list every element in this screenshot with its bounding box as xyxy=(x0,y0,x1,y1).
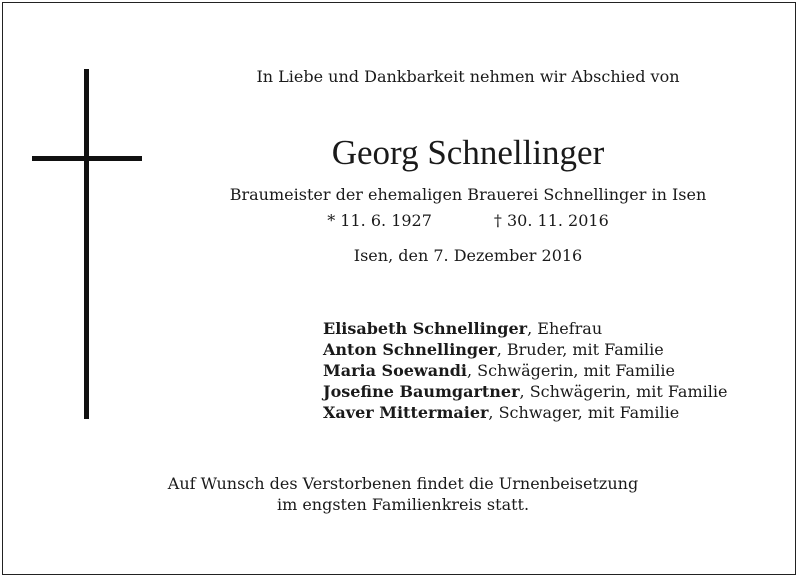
closing-line: im engsten Familienkreis statt. xyxy=(276,495,530,514)
life-dates xyxy=(163,211,773,230)
mourners-list xyxy=(323,318,727,423)
list-item xyxy=(323,360,727,381)
death-date: † 30. 11. 2016 xyxy=(493,211,609,230)
obituary-notice xyxy=(2,2,796,575)
mourner-name: Josefine Baumgartner xyxy=(323,382,520,401)
intro-line: In Liebe und Dankbarkeit nehmen wir Abschied von xyxy=(256,67,680,86)
list-item xyxy=(323,381,727,402)
mourner-relation: , Schwägerin, mit Familie xyxy=(519,382,728,401)
list-item xyxy=(323,318,727,339)
birth-date: * 11. 6. 1927 xyxy=(327,211,432,230)
cross-vertical-bar xyxy=(84,69,89,419)
mourner-relation: , Schwager, mit Familie xyxy=(488,403,680,422)
closing-line: Auf Wunsch des Verstorbenen findet die Urnenbeisetzung xyxy=(167,474,639,493)
deceased-name: Georg Schnellinger xyxy=(331,133,605,172)
list-item xyxy=(323,339,727,360)
mourner-name: Elisabeth Schnellinger xyxy=(323,319,528,338)
deceased-occupation: Braumeister der ehemaligen Brauerei Schnellinger in Isen xyxy=(229,185,707,204)
mourner-name: Anton Schnellinger xyxy=(323,340,497,359)
list-item xyxy=(323,402,727,423)
mourner-name: Xaver Mittermaier xyxy=(323,403,489,422)
mourner-relation: , Schwägerin, mit Familie xyxy=(466,361,675,380)
mourner-name: Maria Soewandi xyxy=(323,361,467,380)
cross-horizontal-bar xyxy=(32,156,142,161)
mourner-relation: , Ehefrau xyxy=(527,319,603,338)
mourner-relation: , Bruder, mit Familie xyxy=(496,340,664,359)
place-and-date: Isen, den 7. Dezember 2016 xyxy=(353,246,583,265)
closing-note xyxy=(103,473,703,515)
